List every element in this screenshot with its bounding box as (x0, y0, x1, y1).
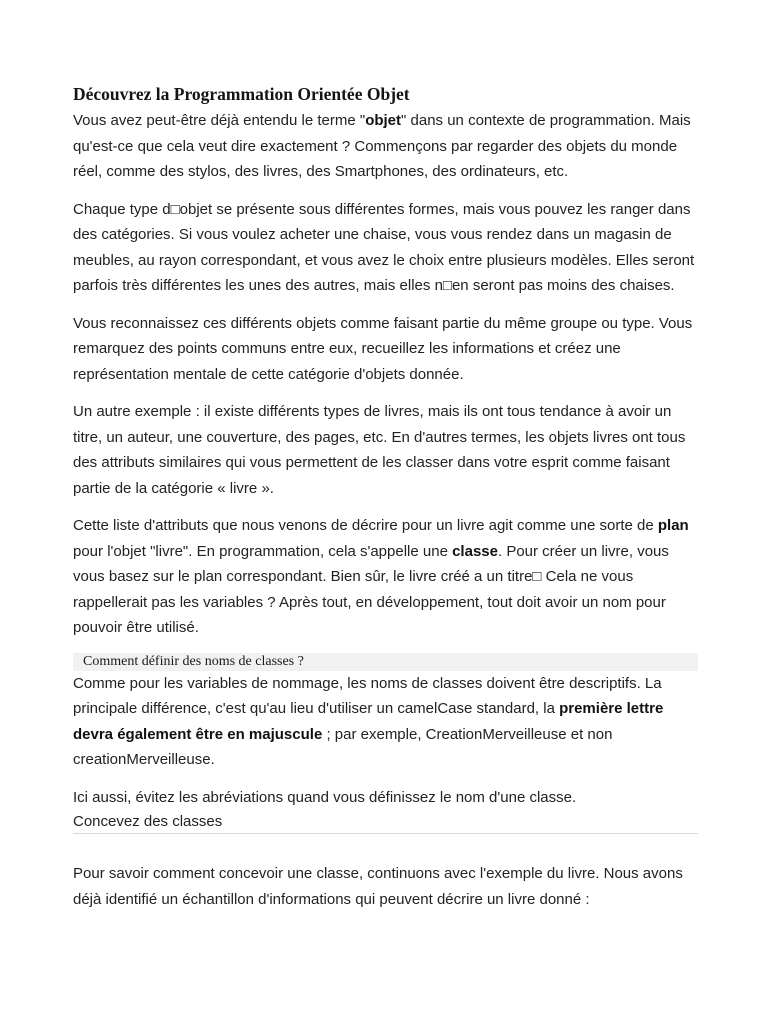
paragraph-naming (73, 671, 698, 773)
paragraph-intro-text-c: " dans un contexte de programmation. Mais qu'est-ce que cela veut dire exactement ? Commençons par regarder des objets du monde réel, comme des stylos, des livres, des Smartphones, des ordinateurs, etc. (73, 112, 691, 180)
paragraph-intro-text-a: Vous avez peut-être déjà entendu le terme " (73, 112, 366, 129)
paragraph-class-plan-text-e: . Pour créer un livre, vous vous basez sur le plan correspondant. Bien sûr, le livre créé a un titre□ Cela ne vous rappellerait pas les variables ? Après tout, en développement, tout doit avoir un nom pour pouvoir être utilisé. (73, 542, 669, 636)
paragraph-abbreviations: Ici aussi, évitez les abréviations quand vous définissez le nom d'une classe. (73, 788, 577, 806)
paragraph-class-plan-text-a: Cette liste d'attributs que nous venons de décrire pour un livre agit comme une sorte de (73, 517, 658, 534)
paragraph-class-plan (73, 513, 698, 641)
paragraph-intro (73, 108, 698, 185)
paragraph-chairs: Chaque type d□objet se présente sous différentes formes, mais vous pouvez les ranger dans des catégories. Si vous voulez acheter une chaise, vous vous rendez dans un magasin de meubles, au rayon correspondant, et vous avez le choix entre plusieurs modèles. Elles seront parfois très différentes les unes des autres, mais elles n□en seront pas moins des chaises. (73, 200, 695, 294)
section-heading-design-classes: Concevez des classes (73, 810, 698, 834)
paragraph-class-plan-text-c: pour l'objet "livre". En programmation, cela s'appelle une (73, 542, 453, 560)
paragraph-design: Pour savoir comment concevoir une classe, continuons avec l'exemple du livre. Nous avons déjà identifié un échantillon d'informations qui peuvent décrire un livre donné : (73, 865, 683, 908)
section-subheading-class-names: Comment définir des noms de classes ? (73, 653, 698, 671)
term-first-letter-uppercase: première lettre devra également être en majuscule (73, 700, 664, 743)
page-title: Découvrez la Programmation Orientée Objet (73, 84, 410, 104)
term-objet: objet (365, 112, 402, 129)
term-classe: classe (452, 542, 498, 560)
paragraph-naming-text-a: Comme pour les variables de nommage, les noms de classes doivent être descriptifs. La principale différence, c'est qu'au lieu d'utiliser un camelCase standard, la (73, 674, 662, 717)
article-body (73, 80, 698, 924)
paragraph-books: Un autre exemple : il existe différents types de livres, mais ils ont tous tendance à avoir un titre, un auteur, une couverture, des pages, etc. En d'autres termes, les objets livres ont tous des attributs similaires qui vous permettent de les classer dans votre esprit comme faisant partie de la catégorie « livre ». (73, 403, 686, 497)
term-plan: plan (657, 517, 689, 534)
paragraph-groups: Vous reconnaissez ces différents objets comme faisant partie du même groupe ou type. Vous remarquez des points communs entre eux, recueillez les informations et créez une représentation mentale de cette catégorie d'objets donnée. (73, 314, 693, 383)
paragraph-naming-text-c: ; par exemple, CreationMerveilleuse et non creationMerveilleuse. (73, 725, 613, 768)
